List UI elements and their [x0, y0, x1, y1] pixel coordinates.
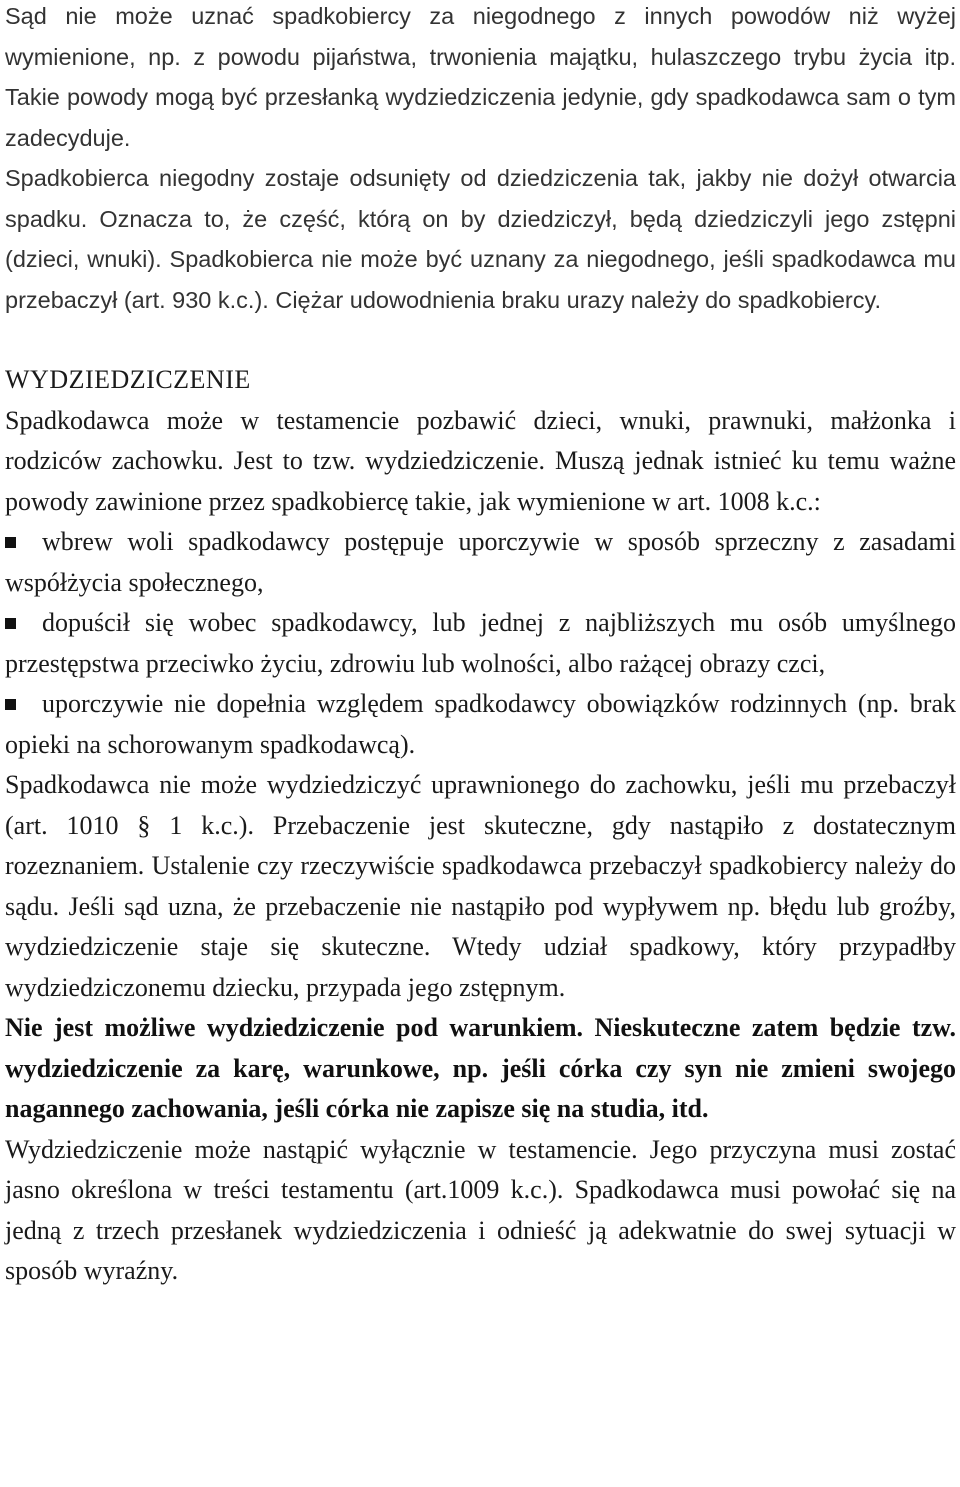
square-bullet-icon [5, 537, 16, 548]
section-heading: WYDZIEDZICZENIE [5, 365, 251, 394]
paragraph-forgiveness: Spadkodawca nie może wydziedziczyć uprawnionego do zachowku, jeśli mu przebaczył (art. 1010 § 1 k.c.). Przebaczenie jest skuteczne, gdy nastąpiło z dostatecznym rozeznaniem. Ustalenie czy rzeczywiście spadkodawca przebaczył spadkobiercy należy do sądu. Jeśli sąd uzna, że przebaczenie nie nastąpiło pod wypływem np. błędu lub groźby, wydziedziczenie staje się skuteczne. Wtedy udział spadkowy, który przypadłby wydziedziczonemu dziecku, przypada jego zstępnym. [5, 770, 956, 1002]
bullet-item [5, 603, 956, 684]
paragraph-disinheritance-intro: Spadkodawca może w testamencie pozbawić dzieci, wnuki, prawnuki, małżonka i rodziców zachowku. Jest to tzw. wydziedziczenie. Muszą jednak istnieć ku temu ważne powody zawinione przez spadkobiercę takie, jak wymienione w art. 1008 k.c.: [5, 405, 956, 516]
bullet-text: dopuścił się wobec spadkodawcy, lub jednej z najbliższych mu osób umyślnego przestępstwa przeciwko życiu, zdrowiu lub wolności, albo rażącej obrazy czci, [5, 608, 956, 678]
square-bullet-icon [5, 618, 16, 629]
paragraph-conditional-disinheritance: Nie jest możliwe wydziedziczenie pod warunkiem. Nieskuteczne zatem będzie tzw. wydziedziczenie za karę, warunkowe, np. jeśli córka czy syn nie zmieni swojego nagannego zachowania, jeśli córka nie zapisze się na studia, itd. [5, 1013, 956, 1123]
bullet-text: wbrew woli spadkodawcy postępuje uporczywie w sposób sprzeczny z zasadami współżycia społecznego, [5, 527, 956, 597]
bullet-item [5, 684, 956, 765]
paragraph-indignity-effects: Spadkobierca niegodny zostaje odsunięty od dziedziczenia tak, jakby nie dożył otwarcia spadku. Oznacza to, że część, którą on by dziedziczył, będą dziedziczyli jego zstępni (dzieci, wnuki). Spadkobierca nie może być uznany za niegodnego, jeśli spadkodawca mu przebaczył (art. 930 k.c.). Ciężar udowodnienia braku urazy należy do spadkobiercy. [5, 165, 956, 313]
square-bullet-icon [5, 699, 16, 710]
paragraph-indignity-grounds: Sąd nie może uznać spadkobiercy za niegodnego z innych powodów niż wyżej wymienione, np. z powodu pijaństwa, trwonienia majątku, hulaszczego trybu życia itp. Takie powody mogą być przesłanką wydziedziczenia jedynie, gdy spadkodawca sam o tym zadecyduje. [5, 3, 956, 151]
bullet-text: uporczywie nie dopełnia względem spadkodawcy obowiązków rodzinnych (np. brak opieki na schorowanym spadkodawcą). [5, 689, 956, 759]
paragraph-testament-requirement: Wydziedziczenie może nastąpić wyłącznie w testamencie. Jego przyczyna musi zostać jasno określona w treści testamentu (art.1009 k.c.). Spadkodawca musi powołać się na jedną z trzech przesłanek wydziedziczenia i odnieść ją adekwatnie do swej sytuacji w sposób wyraźny. [5, 1134, 956, 1285]
bullet-item [5, 522, 956, 603]
